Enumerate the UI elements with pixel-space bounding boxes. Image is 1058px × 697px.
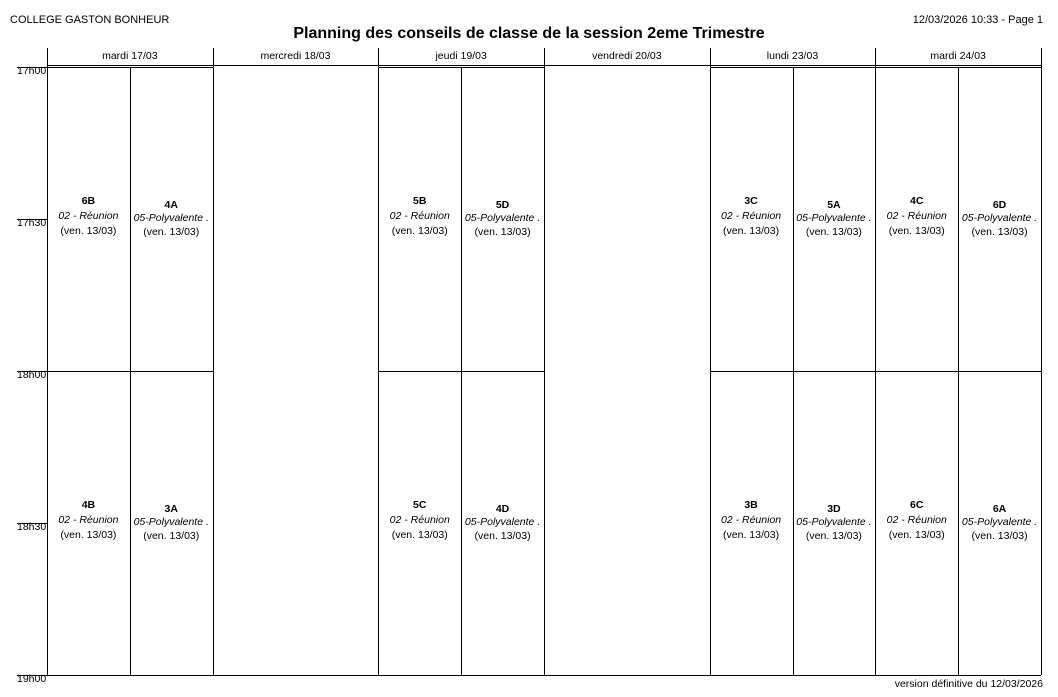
- room-name: 02 - Réunion: [721, 514, 782, 526]
- reference-date: (ven. 13/03): [971, 226, 1028, 238]
- reference-date: (ven. 13/03): [60, 529, 117, 541]
- mid-slot-line: [47, 371, 213, 372]
- class-name: 5D: [495, 199, 510, 211]
- class-name: 4A: [164, 199, 178, 211]
- room-name: 02 - Réunion: [886, 210, 947, 222]
- top-slot-line: [378, 67, 544, 68]
- room-name: 02 - Réunion: [886, 514, 947, 526]
- meeting-cell: [958, 199, 1041, 239]
- time-tick: [17, 523, 47, 524]
- meeting-cell: [130, 503, 213, 543]
- room-name: 05-Polyvalente .: [961, 212, 1038, 224]
- print-timestamp: 12/03/2026 10:33 - Page 1: [912, 14, 1043, 26]
- day-separator: [875, 48, 876, 675]
- room-name: 05-Polyvalente .: [961, 516, 1038, 528]
- room-name: 05-Polyvalente .: [133, 516, 209, 528]
- room-name: 05-Polyvalente .: [796, 212, 872, 224]
- class-name: 4B: [81, 499, 96, 511]
- day-separator: [378, 48, 379, 675]
- top-slot-line: [875, 67, 1041, 68]
- time-tick: [17, 67, 47, 68]
- mid-slot-line: [710, 371, 876, 372]
- page-title: Planning des conseils de classe de la session 2eme Trimestre: [293, 25, 765, 42]
- top-slot-line: [710, 67, 876, 68]
- day-header: jeudi 19/03: [435, 50, 487, 62]
- room-name: 05-Polyvalente .: [133, 212, 209, 224]
- time-label: 17h00: [17, 65, 47, 77]
- class-name: 6A: [992, 503, 1007, 515]
- reference-date: (ven. 13/03): [723, 225, 780, 237]
- class-name: 6C: [910, 499, 924, 511]
- reference-date: (ven. 13/03): [143, 530, 200, 542]
- class-name: 6B: [81, 195, 96, 207]
- time-tick: [17, 675, 47, 676]
- day-separator: [710, 48, 711, 675]
- version-footer: version définitive du 12/03/2026: [894, 678, 1043, 690]
- reference-date: (ven. 13/03): [805, 226, 862, 238]
- mid-slot-line: [875, 371, 1041, 372]
- class-name: 3A: [164, 503, 178, 515]
- class-name: 3B: [744, 499, 758, 511]
- room-name: 02 - Réunion: [58, 210, 119, 222]
- room-name: 02 - Réunion: [721, 210, 782, 222]
- school-name: COLLEGE GASTON BONHEUR: [10, 14, 170, 26]
- class-name: 5C: [413, 499, 427, 511]
- meeting-cell: [461, 503, 544, 543]
- class-name: 6D: [992, 199, 1007, 211]
- time-tick: [17, 219, 47, 220]
- day-header: mercredi 18/03: [260, 50, 331, 62]
- class-name: 3C: [744, 195, 758, 207]
- day-header: mardi 17/03: [102, 50, 158, 62]
- class-name: 5A: [827, 199, 841, 211]
- room-name: 05-Polyvalente .: [796, 516, 872, 528]
- reference-date: (ven. 13/03): [723, 529, 780, 541]
- time-label: 18h30: [17, 521, 47, 533]
- reference-date: (ven. 13/03): [474, 226, 531, 238]
- reference-date: (ven. 13/03): [971, 530, 1028, 542]
- class-name: 3D: [827, 503, 841, 515]
- meeting-cell: [710, 498, 793, 543]
- meeting-cell: [710, 194, 793, 239]
- time-label: 17h30: [17, 217, 47, 229]
- grid-bottom-line: [47, 675, 1041, 676]
- day-separator: [213, 48, 214, 675]
- day-header: mardi 24/03: [930, 50, 986, 62]
- time-label: 19h00: [17, 673, 47, 685]
- meeting-cell: [875, 498, 958, 543]
- room-name: 05-Polyvalente .: [464, 212, 541, 224]
- meeting-cell: [958, 503, 1041, 543]
- room-name: 02 - Réunion: [58, 514, 119, 526]
- meeting-cell: [378, 498, 461, 543]
- room-name: 02 - Réunion: [389, 210, 450, 222]
- class-name: 5B: [413, 195, 427, 207]
- day-separator: [47, 48, 48, 675]
- meeting-cell: [47, 498, 130, 543]
- day-separator: [544, 48, 545, 675]
- meeting-cell: [793, 199, 876, 239]
- reference-date: (ven. 13/03): [143, 226, 200, 238]
- reference-date: (ven. 13/03): [805, 530, 862, 542]
- mid-slot-line: [378, 371, 544, 372]
- meeting-cell: [47, 194, 130, 239]
- meeting-cell: [378, 194, 461, 239]
- time-tick: [17, 371, 47, 372]
- day-header: vendredi 20/03: [592, 50, 662, 62]
- reference-date: (ven. 13/03): [60, 225, 117, 237]
- meeting-cell: [793, 503, 876, 543]
- meeting-cell: [130, 199, 213, 239]
- room-name: 02 - Réunion: [389, 514, 450, 526]
- day-header: lundi 23/03: [766, 50, 819, 62]
- meeting-cell: [875, 194, 958, 239]
- reference-date: (ven. 13/03): [888, 225, 945, 237]
- reference-date: (ven. 13/03): [888, 529, 945, 541]
- reference-date: (ven. 13/03): [391, 225, 448, 237]
- room-name: 05-Polyvalente .: [464, 516, 541, 528]
- reference-date: (ven. 13/03): [474, 530, 531, 542]
- meeting-cell: [461, 199, 544, 239]
- time-label: 18h00: [17, 369, 47, 381]
- class-name: 4D: [495, 503, 510, 515]
- reference-date: (ven. 13/03): [391, 529, 448, 541]
- top-slot-line: [47, 67, 213, 68]
- class-name: 4C: [910, 195, 924, 207]
- day-separator: [1041, 48, 1042, 675]
